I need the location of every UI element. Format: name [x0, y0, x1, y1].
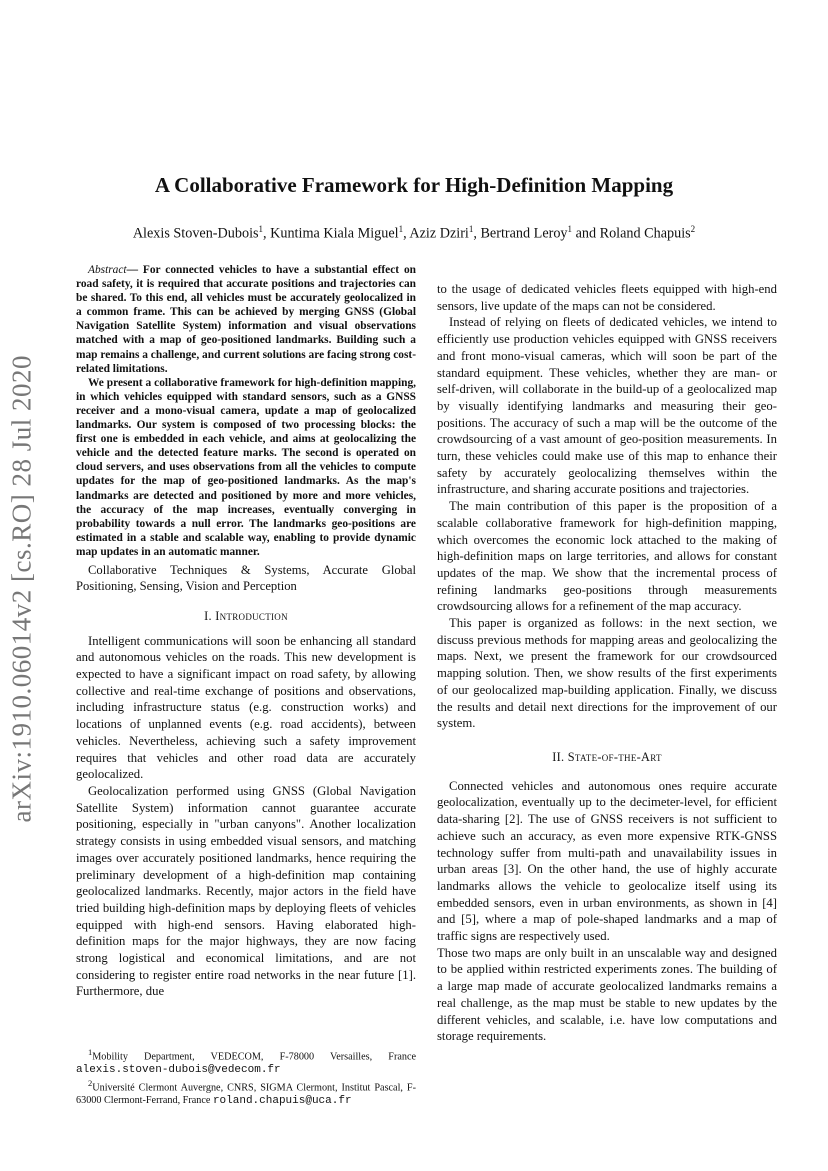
section-number: I.	[204, 608, 216, 623]
footnote-2	[76, 1077, 416, 1108]
author-name: Roland Chapuis	[599, 225, 691, 242]
section-number: II.	[552, 749, 568, 764]
intro-paragraph-2: Geolocalization performed using GNSS (Global Navigation Satellite System) information cannot guarantee accurate positioning, especially in "urban canyons". Another localization strategy consists in using embedded visual sensors, and matching images over accurately positioned landmarks, hence requiring the preliminary development of a high-definition map containing geolocalized landmarks. Recently, major actors in the field have tried building high-definition maps by deploying fleets of vehicles equipped with high-end sensors. Having elaborated high-definition maps for the major highways, they are now facing strong logistical and economical limitations, and are not considering to register entire road networks in the near future [1]. Furthermore, due	[76, 784, 416, 999]
intro-paragraph: Intelligent communications will soon be enhancing all standard and autonomous vehicles on the roads. This new development is expected to have a significant impact on road safety, by allowing collective and real-time exchange of positions and observations, including infrastructure status (e.g. construction works) and locations of unplanned events (e.g. road accidents), between vehicles. Nevertheless, achieving such a safety improvement requires that vehicles and other road data are accurately geolocalized.	[76, 633, 416, 782]
state-paragraph: Connected vehicles and autonomous ones require accurate geolocalization, eventually up to the decimeter-level, for efficient data-sharing [2]. The use of GNSS receivers is not sufficient to achieve such an accuracy, as even more expensive RTK-GNSS technology suffer from multi-path and unavailability issues in urban areas [3]. On the other hand, the use of highly accurate landmarks allows the vehicle to geolocalize itself using its embedded sensors, even in urban environments, as shown in [4] and [5], where a map of pole-shaped landmarks and a map of traffic signs are respectively used.	[437, 778, 777, 944]
footnote-mark: 1	[88, 1047, 93, 1057]
abstract-paragraph	[76, 263, 416, 376]
right-column	[437, 281, 777, 1045]
affiliation-mark: 1	[258, 224, 264, 234]
left-column	[76, 263, 416, 1000]
abstract-label: Abstract	[88, 264, 127, 276]
affiliation-mark: 1	[468, 224, 474, 234]
footnotes	[76, 1046, 416, 1107]
section-heading-state-of-the-art	[437, 749, 777, 766]
index-terms: Collaborative Techniques & Systems, Accurate Global Positioning, Sensing, Vision and Perception	[76, 562, 416, 594]
author-name: Aziz Dziri	[409, 225, 469, 242]
section-heading-introduction	[76, 608, 416, 625]
footnote-1	[76, 1046, 416, 1077]
author-name: Alexis Stoven-Dubois	[132, 225, 259, 242]
section-title: State-of-the-Art	[567, 749, 662, 764]
arxiv-sidebar-id: arXiv:1910.06014v2 [cs.RO] 28 Jul 2020	[6, 355, 37, 823]
author-separator: ,	[263, 225, 271, 242]
footnote-email: roland.chapuis@uca.fr	[212, 1094, 352, 1107]
affiliation-mark: 1	[567, 224, 573, 234]
intro-continuation: to the usage of dedicated vehicles fleets equipped with high-end sensors, live update of the maps can not be considered.	[437, 282, 777, 313]
footnote-email: alexis.stoven-dubois@vedecom.fr	[76, 1063, 281, 1076]
abstract-paragraph-2: We present a collaborative framework for high-definition mapping, in which vehicles equipped with standard sensors, such as a GNSS receiver and a mono-visual camera, update a map of geolocalized landmarks. Our system is composed of two processing blocks: the first one is embedded in each vehicle, and aims at geolocalizing the vehicle and the detected feature marks. The second is operated on cloud servers, and uses observations from all the vehicles to compute updates for the map of geo-positioned landmarks. As the map's landmarks are detected and positioned by more and more vehicles, the accuracy of the map increases, eventually converging in probability towards a null error. The landmarks geo-positions are estimated in a stable and scalable way, enabling to provide dynamic map updates in an automatic manner.	[76, 376, 416, 558]
affiliation-mark: 2	[690, 224, 696, 234]
intro-paragraph-3: Instead of relying on fleets of dedicated vehicles, we intend to efficiently use production vehicles equipped with GNSS receivers and front mono-visual cameras, which will soon be part of the standard equipment. These vehicles, whether they are man- or self-driven, will collaborate in the build-up of a geolocalized map by visually identifying landmarks and measuring their geo-positions. The accuracy of such a map will be the outcome of the crowdsourcing of a vast amount of geo-position measurements. In turn, these vehicles could make use of this map to enhance their safety by accurately geolocalizing themselves within the infrastructure, and sharing accurate positions and trajectories.	[437, 315, 777, 497]
affiliation-mark: 1	[398, 224, 404, 234]
footnote-text: Mobility Department, VEDECOM, F-78000 Versailles, France	[92, 1051, 416, 1063]
author-name: Kuntima Kiala Miguel	[270, 225, 399, 242]
author-list	[0, 224, 828, 243]
abstract-text: — For connected vehicles to have a substantial effect on road safety, it is required that accurate positions and trajectories can be shared. To this end, all vehicles must be accurately geolocalized in a common frame. This can be achieved by merging GNSS (Global Navigation Satellite System) information and visual observations matched with a map of geo-positioned landmarks. Building such a map remains a challenge, and current solutions are facing strong cost-related limitations.	[76, 264, 416, 375]
intro-paragraph-5: This paper is organized as follows: in the next section, we discuss previous methods for mapping areas and geolocalizing the maps. Next, we present the framework for our crowdsourced mapping solution. Then, we show results of the first experiments of our geolocalized map-building application. Finally, we discuss the results and detail next directions for the improvement of our system.	[437, 616, 777, 731]
section-title: Introduction	[215, 608, 288, 623]
state-paragraph-2: Those two maps are only built in an unscalable way and designed to be applied within restricted experiments zones. The building of a large map made of accurate geolocalized landmarks remains a real challenge, as the map must be stable to new updates by the different vehicles, and scalable, i.e. have low computations and storage requirements.	[437, 945, 777, 1044]
author-name: Bertrand Leroy	[480, 225, 568, 242]
intro-paragraph-4: The main contribution of this paper is the proposition of a scalable collaborative framework for high-definition mapping, which overcomes the economic lock attached to the making of high-definition maps on large territories, and allows for constant updates of the map. We show that the incremental process of refining landmarks geo-positions through measurements crowdsourcing allows for a refinement of the map accuracy.	[437, 499, 777, 614]
footnote-mark: 2	[88, 1077, 93, 1088]
author-separator: and	[572, 225, 600, 242]
author-separator: ,	[403, 225, 410, 242]
footnote-text: Université Clermont Auvergne, CNRS, SIGMA Clermont, Institut Pascal, F-63000 Clermont-Ferrand, France	[76, 1081, 416, 1106]
paper-title: A Collaborative Framework for High-Definition Mapping	[154, 173, 674, 197]
author-separator: ,	[473, 225, 481, 242]
